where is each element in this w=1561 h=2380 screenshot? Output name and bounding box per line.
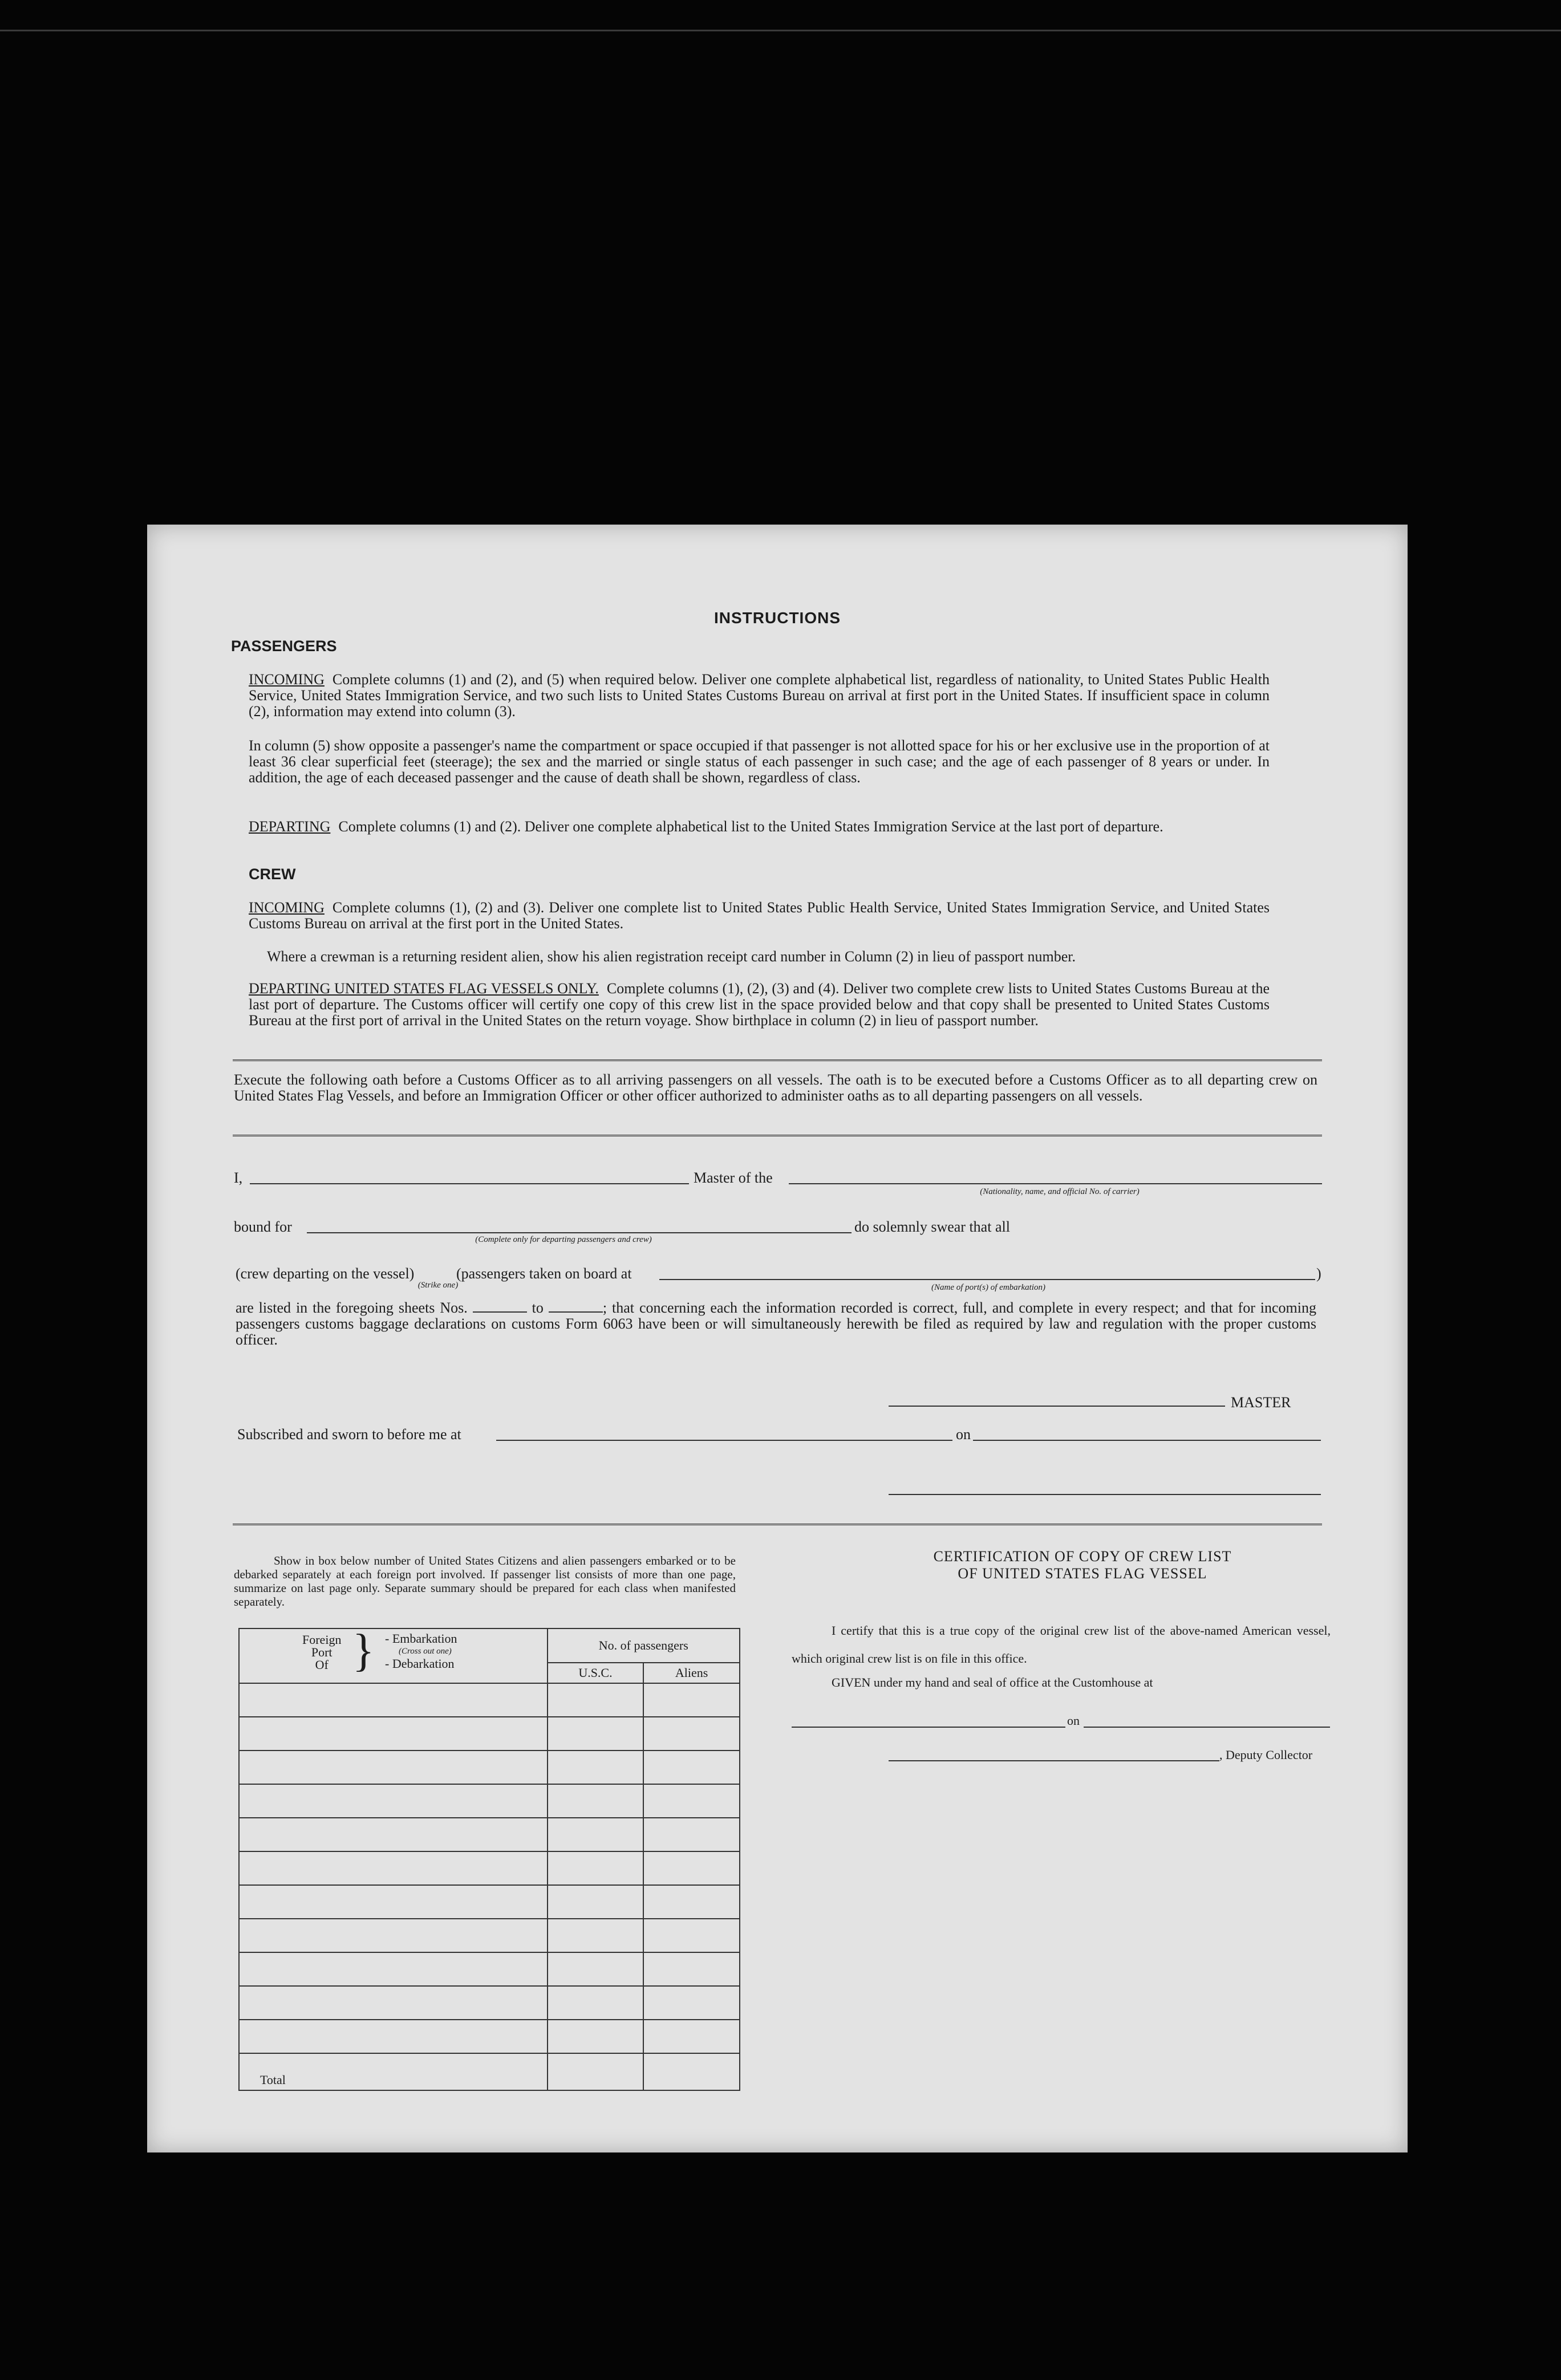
deputy-collector-signature-field[interactable] bbox=[889, 1760, 1219, 1761]
usc-cell[interactable] bbox=[548, 1717, 644, 1751]
crew-incoming-lead: INCOMING bbox=[249, 899, 325, 916]
to-label: to bbox=[532, 1299, 544, 1316]
table-row bbox=[239, 2020, 740, 2053]
embark-debark-options bbox=[385, 1632, 457, 1670]
crew-incoming-paragraph bbox=[249, 900, 1270, 932]
subscribed-on-label: on bbox=[956, 1426, 971, 1443]
port-cell[interactable] bbox=[239, 1919, 548, 1952]
port-cell[interactable] bbox=[239, 1784, 548, 1818]
port-header-cell bbox=[239, 1628, 548, 1683]
aliens-header: Aliens bbox=[643, 1663, 740, 1683]
oath-instructions-paragraph: Execute the following oath before a Customs Officer as to all arriving passengers on all vessels. The oath is to be executed before a Customs Officer as to all departing crew on United States Flag Vessels, and before an Immigration Officer or other officer authorized to administer oaths as to all departing passengers on all vessels. bbox=[234, 1071, 1317, 1104]
document-page bbox=[147, 525, 1408, 2152]
scan-edge-line bbox=[0, 30, 1561, 31]
master-name-field[interactable] bbox=[250, 1183, 689, 1184]
close-paren: ) bbox=[1316, 1265, 1321, 1282]
table-row bbox=[239, 1683, 740, 1717]
listed-paragraph bbox=[236, 1300, 1316, 1348]
passenger-summary-table-wrapper bbox=[238, 1628, 740, 2091]
table-row bbox=[239, 1952, 740, 1986]
box-instructions-paragraph: Show in box below number of United States Citizens and alien passengers embarked or to be debarked separately at each foreign port involved. If passenger list consists of more than one page, summarize on last page only. Separate summary should be prepared for each class when manifested separately. bbox=[234, 1554, 736, 1609]
aliens-cell[interactable] bbox=[643, 1683, 740, 1717]
usc-cell[interactable] bbox=[548, 1784, 644, 1818]
passengers-departing-text: Complete columns (1) and (2). Deliver one complete alphabetical list to the United States Immigration Service at the last port of departure. bbox=[338, 818, 1163, 835]
crew-departing-label: (crew departing on the vessel) bbox=[236, 1265, 415, 1282]
aliens-cell[interactable] bbox=[643, 1818, 740, 1851]
port-cell[interactable] bbox=[239, 1717, 548, 1751]
port-cell[interactable] bbox=[239, 1851, 548, 1885]
solemnly-swear-label: do solemnly swear that all bbox=[854, 1219, 1010, 1235]
aliens-cell[interactable] bbox=[643, 2020, 740, 2053]
passengers-taken-label: (passengers taken on board at bbox=[456, 1265, 632, 1282]
master-of-the-label: Master of the bbox=[694, 1169, 773, 1186]
passengers-departing-lead: DEPARTING bbox=[249, 818, 331, 835]
passengers-incoming-paragraph bbox=[249, 672, 1270, 720]
table-row bbox=[239, 1818, 740, 1851]
given-text: GIVEN under my hand and seal of office at the Customhouse at bbox=[832, 1675, 1153, 1689]
no-of-passengers-header: No. of passengers bbox=[548, 1628, 740, 1663]
port-rows bbox=[239, 1683, 740, 2053]
aliens-cell[interactable] bbox=[643, 1952, 740, 1986]
certification-title-line2: OF UNITED STATES FLAG VESSEL bbox=[958, 1565, 1207, 1582]
aliens-cell[interactable] bbox=[643, 1851, 740, 1885]
port-cell[interactable] bbox=[239, 2020, 548, 2053]
certification-title-line1: CERTIFICATION OF COPY OF CREW LIST bbox=[933, 1548, 1232, 1565]
table-row bbox=[239, 1986, 740, 2020]
aliens-cell[interactable] bbox=[643, 1986, 740, 2020]
aliens-cell[interactable] bbox=[643, 1751, 740, 1784]
port-cell[interactable] bbox=[239, 1952, 548, 1986]
crew-heading: CREW bbox=[249, 866, 296, 883]
subscribed-label: Subscribed and sworn to before me at bbox=[237, 1426, 461, 1443]
deputy-collector-label: , Deputy Collector bbox=[1219, 1748, 1313, 1762]
aliens-cell[interactable] bbox=[643, 1784, 740, 1818]
cert-date-field[interactable] bbox=[1084, 1727, 1330, 1728]
crew-departing-lead: DEPARTING UNITED STATES FLAG VESSELS ONLY. bbox=[249, 980, 599, 997]
usc-cell[interactable] bbox=[548, 1986, 644, 2020]
aliens-cell[interactable] bbox=[643, 1717, 740, 1751]
master-signature-field[interactable] bbox=[889, 1406, 1225, 1407]
section-divider bbox=[233, 1059, 1322, 1061]
port-cell[interactable] bbox=[239, 1986, 548, 2020]
certify-paragraph: I certify that this is a true copy of the original crew list of the above-named American vessel, which original crew list is on file in this office. bbox=[792, 1623, 1331, 1666]
subscribed-date-field[interactable] bbox=[973, 1440, 1321, 1441]
crew-incoming-text: Complete columns (1), (2) and (3). Deliver one complete list to United States Public Health Service, United States Immigration Service, and United States Customs Bureau on arrival at the first port in the United States. bbox=[249, 899, 1270, 932]
bound-for-field[interactable] bbox=[307, 1232, 852, 1233]
passengers-departing-paragraph bbox=[249, 819, 1270, 835]
port-label: Port bbox=[311, 1645, 333, 1659]
officer-signature-field[interactable] bbox=[889, 1494, 1321, 1495]
instructions-title: INSTRUCTIONS bbox=[714, 609, 841, 627]
crew-resident-paragraph: Where a crewman is a returning resident alien, show his alien registration receipt card number in Column (2) in lieu of passport number. bbox=[267, 948, 1076, 965]
usc-cell[interactable] bbox=[548, 1683, 644, 1717]
brace-icon: } bbox=[352, 1626, 375, 1676]
master-label: MASTER bbox=[1231, 1394, 1291, 1411]
sheet-from-field[interactable] bbox=[473, 1311, 527, 1313]
nationality-caption: (Nationality, name, and official No. of carrier) bbox=[980, 1187, 1140, 1196]
usc-cell[interactable] bbox=[548, 1851, 644, 1885]
port-cell[interactable] bbox=[239, 1683, 548, 1717]
section-divider bbox=[233, 1524, 1322, 1525]
table-row bbox=[239, 1919, 740, 1952]
table-row bbox=[239, 1717, 740, 1751]
cross-out-caption: (Cross out one) bbox=[399, 1647, 452, 1656]
certification-title bbox=[837, 1548, 1328, 1582]
crew-departing-text: Complete columns (1), (2), (3) and (4). Deliver two complete crew lists to United States Customs Bureau at the last port of departure. The Customs officer will certify one copy of this crew list in the space provided below and that copy shall be presented to United States Customs Bureau at the first port of arrival in the United States on the return voyage. Show birthplace in column (2) in lieu of passport number. bbox=[249, 980, 1270, 1029]
cert-on-label: on bbox=[1067, 1713, 1080, 1728]
foreign-label: Foreign bbox=[302, 1632, 342, 1647]
listed-suffix: ; that concerning each the information recorded is correct, full, and complete in every respect; and that for incoming passengers customs baggage declarations on customs Form 6063 have been or will simultaneously herewith be filed as required by law and regulation with the proper customs officer. bbox=[236, 1299, 1317, 1348]
sheet-to-field[interactable] bbox=[549, 1311, 603, 1313]
passengers-column5-paragraph: In column (5) show opposite a passenger's name the compartment or space occupied if that passenger is not allotted space for his or her exclusive use in the proportion of at least 36 clear superficial feet (steerage); the sex and the married or single status of each passenger in such case; and the age of each passenger of 8 years or under. In addition, the age of each deceased passenger and the cause of death shall be shown, regardless of class. bbox=[249, 737, 1270, 786]
passengers-incoming-text: Complete columns (1) and (2), and (5) when required below. Deliver one complete alphabetical list, regardless of nationality, to United States Public Health Service, United States Immigration Service, and two such lists to United States Customs Bureau on arrival at first port in the United States. If insufficient space in column (2), information may extend into column (3). bbox=[249, 671, 1270, 720]
foreign-port-of-label bbox=[302, 1634, 341, 1671]
table-row bbox=[239, 1885, 740, 1919]
port-cell[interactable] bbox=[239, 1885, 548, 1919]
total-label: Total bbox=[239, 2053, 548, 2090]
bound-for-label: bound for bbox=[234, 1219, 292, 1235]
carrier-field[interactable] bbox=[789, 1183, 1322, 1184]
passenger-summary-table bbox=[238, 1628, 740, 2091]
of-label: Of bbox=[315, 1658, 329, 1672]
port-cell[interactable] bbox=[239, 1818, 548, 1851]
embarkation-option[interactable]: - Embarkation bbox=[385, 1631, 457, 1646]
usc-cell[interactable] bbox=[548, 1818, 644, 1851]
ports-caption: (Name of port(s) of embarkation) bbox=[931, 1283, 1045, 1292]
usc-cell[interactable] bbox=[548, 1885, 644, 1919]
passengers-heading: PASSENGERS bbox=[231, 637, 337, 655]
passengers-incoming-lead: INCOMING bbox=[249, 671, 325, 688]
usc-cell[interactable] bbox=[548, 1952, 644, 1986]
customhouse-field[interactable] bbox=[792, 1727, 1065, 1728]
complete-only-caption: (Complete only for departing passengers and crew) bbox=[475, 1235, 652, 1244]
aliens-cell[interactable] bbox=[643, 1885, 740, 1919]
oath-i-label: I, bbox=[234, 1169, 243, 1186]
table-row bbox=[239, 1784, 740, 1818]
usc-header: U.S.C. bbox=[548, 1663, 644, 1683]
usc-cell[interactable] bbox=[548, 1751, 644, 1784]
debarkation-option[interactable]: - Debarkation bbox=[385, 1656, 455, 1671]
total-aliens-cell[interactable] bbox=[643, 2053, 740, 2090]
table-row bbox=[239, 1751, 740, 1784]
port-cell[interactable] bbox=[239, 1751, 548, 1784]
listed-prefix: are listed in the foregoing sheets Nos. bbox=[236, 1299, 468, 1316]
embarkation-ports-field[interactable] bbox=[659, 1279, 1315, 1280]
total-usc-cell[interactable] bbox=[548, 2053, 644, 2090]
aliens-cell[interactable] bbox=[643, 1919, 740, 1952]
table-row bbox=[239, 1851, 740, 1885]
strike-one-caption: (Strike one) bbox=[417, 1281, 459, 1290]
subscribed-place-field[interactable] bbox=[496, 1440, 952, 1441]
section-divider bbox=[233, 1135, 1322, 1136]
crew-departing-paragraph bbox=[249, 981, 1270, 1029]
usc-cell[interactable] bbox=[548, 2020, 644, 2053]
usc-cell[interactable] bbox=[548, 1919, 644, 1952]
